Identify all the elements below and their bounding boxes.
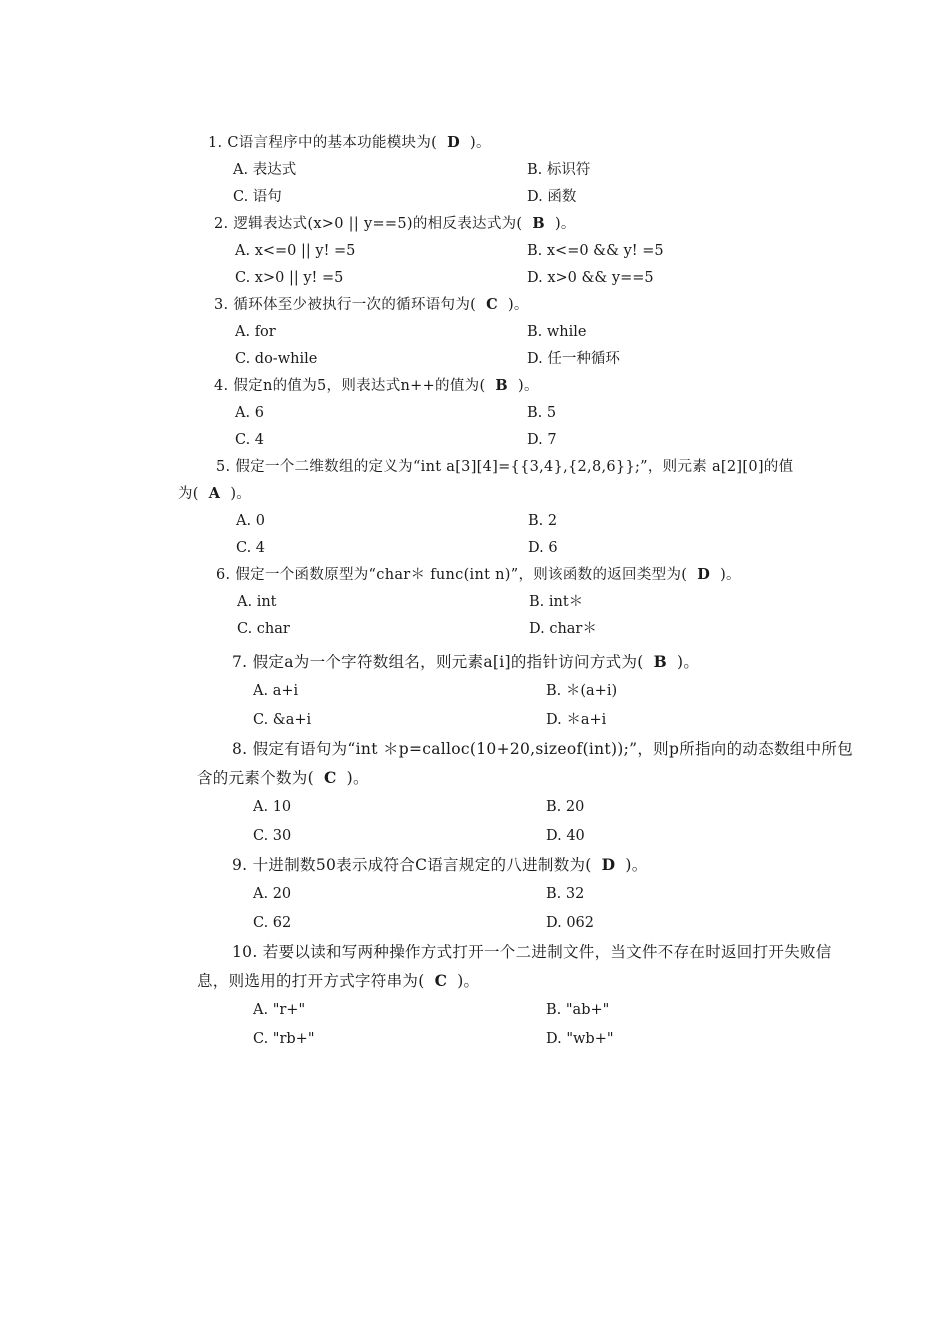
question-text: 十进制数50表示成符合C语言规定的八进制数为( <box>252 856 592 874</box>
answer-mark: D <box>447 134 460 151</box>
question-number: 10. <box>232 943 258 961</box>
option-b: B. "ab+" <box>546 1002 610 1018</box>
option-c: C. do-while <box>235 351 318 367</box>
option-d: D. char＊ <box>529 621 597 637</box>
question-number: 2. <box>214 216 229 232</box>
option-a: A. 10 <box>253 799 292 815</box>
answer-mark: C <box>434 971 448 990</box>
question-text: 假定a为一个字符数组名，则元素a[i]的指针访问方式为( <box>252 653 644 671</box>
question-number: 6. <box>216 567 231 583</box>
option-a: A. "r+" <box>253 1002 306 1018</box>
option-b: B. 32 <box>546 886 585 902</box>
answer-mark: C <box>323 768 337 787</box>
option-b: B. 2 <box>528 513 558 529</box>
option-c: C. x>0 || y! =5 <box>235 270 344 286</box>
question-text: 若要以读和写两种操作方式打开一个二进制文件，当文件不存在时返回打开失败信 <box>262 943 832 961</box>
option-d: D. 40 <box>546 828 585 844</box>
answer-mark: B <box>532 215 545 232</box>
question-5-continuation: 为( A )。 <box>178 485 252 502</box>
option-a: A. 表达式 <box>233 162 297 178</box>
option-b: B. 5 <box>527 405 557 421</box>
option-c: C. 语句 <box>233 189 282 205</box>
option-b: B. x<=0 && y! =5 <box>527 243 664 259</box>
option-d: D. 062 <box>546 915 595 931</box>
option-d: D. 任一种循环 <box>527 351 620 367</box>
question-text: 假定一个二维数组的定义为“int a[3][4]={{3,4},{2,8,6}};”，则元素 a[2][0]的值 <box>235 459 794 475</box>
question-1: 1. C语言程序中的基本功能模块为( D )。 <box>208 134 491 151</box>
option-c: C. 4 <box>235 432 265 448</box>
question-text: 假定n的值为5，则表达式n++的值为( <box>233 378 486 394</box>
question-10-continuation: 息，则选用的打开方式字符串为( C )。 <box>197 971 480 990</box>
question-6: 6. 假定一个函数原型为“char＊ func(int n)”，则该函数的返回类型为( D )。 <box>216 566 741 583</box>
option-a: A. 6 <box>235 405 264 421</box>
question-text: C语言程序中的基本功能模块为( <box>227 135 438 151</box>
question-number: 9. <box>232 856 248 874</box>
question-7: 7. 假定a为一个字符数组名，则元素a[i]的指针访问方式为( B )。 <box>232 652 700 671</box>
option-d: D. 7 <box>527 432 557 448</box>
question-text: 循环体至少被执行一次的循环语句为( <box>233 297 477 313</box>
option-b: B. while <box>527 324 587 340</box>
option-d: D. 函数 <box>527 189 577 205</box>
option-d: D. ＊a+i <box>546 712 607 728</box>
option-d: D. "wb+" <box>546 1031 614 1047</box>
answer-mark: C <box>486 296 498 313</box>
question-number: 5. <box>216 459 231 475</box>
option-c: C. char <box>237 621 290 637</box>
option-b: B. 标识符 <box>527 162 591 178</box>
question-5 <box>216 457 793 477</box>
option-b: B. ＊(a+i) <box>546 683 618 699</box>
question-number: 3. <box>214 297 229 313</box>
option-c: C. 62 <box>253 915 292 931</box>
answer-mark: D <box>601 855 616 874</box>
answer-mark: B <box>495 377 508 394</box>
option-a: A. int <box>237 594 277 610</box>
option-b: B. int＊ <box>529 594 584 610</box>
option-c: C. 4 <box>236 540 266 556</box>
question-8 <box>232 739 853 759</box>
option-d: D. 6 <box>528 540 558 556</box>
question-text: 逻辑表达式(x>0 || y==5)的相反表达式为( <box>233 216 523 232</box>
question-8-continuation: 含的元素个数为( C )。 <box>197 768 369 787</box>
option-c: C. 30 <box>253 828 292 844</box>
question-number: 7. <box>232 653 248 671</box>
option-a: A. 0 <box>236 513 265 529</box>
option-a: A. a+i <box>253 683 299 699</box>
option-b: B. 20 <box>546 799 585 815</box>
question-3: 3. 循环体至少被执行一次的循环语句为( C )。 <box>214 296 529 313</box>
option-a: A. 20 <box>253 886 292 902</box>
answer-mark: D <box>697 566 711 583</box>
option-a: A. for <box>235 324 276 340</box>
question-text: 假定有语句为“int ＊p=calloc(10+20,sizeof(int));”，则p所指向的动态数组中所包 <box>252 740 854 758</box>
question-9: 9. 十进制数50表示成符合C语言规定的八进制数为( D )。 <box>232 855 648 874</box>
question-number: 4. <box>214 378 229 394</box>
question-2: 2. 逻辑表达式(x>0 || y==5)的相反表达式为( B )。 <box>214 215 576 232</box>
option-c: C. &a+i <box>253 712 312 728</box>
question-4: 4. 假定n的值为5，则表达式n++的值为( B )。 <box>214 377 539 394</box>
question-number: 1. <box>208 135 223 151</box>
question-text: 假定一个函数原型为“char＊ func(int n)”，则该函数的返回类型为( <box>235 567 688 583</box>
answer-mark: B <box>653 652 668 671</box>
question-number: 8. <box>232 740 248 758</box>
answer-mark: A <box>208 485 221 502</box>
option-d: D. x>0 && y==5 <box>527 270 654 286</box>
question-10 <box>232 942 832 962</box>
option-c: C. "rb+" <box>253 1031 315 1047</box>
option-a: A. x<=0 || y! =5 <box>235 243 356 259</box>
